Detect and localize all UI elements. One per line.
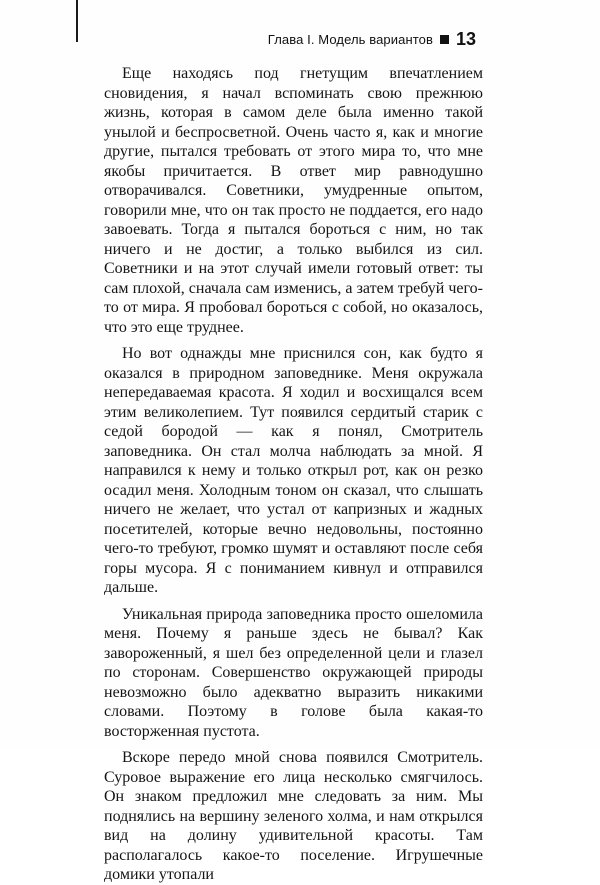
- paragraph: Но вот однажды мне приснился сон, как будто я оказался в природном заповеднике. Меня окружала непередаваемая красота. Я ходил и восхищался всем этим великолепием. Тут появился сердитый старик с седой бородой — как я понял, Смотритель заповедника. Он стал молча наблюдать за мной. Я направился к нему и только открыл рот, как он резко осадил меня. Холодным тоном он сказал, что слышать ничего не желает, что устал от капризных и жадных посетителей, которые вечно недовольны, постоянно чего-то требуют, громко шумят и оставляют после себя горы мусора. Я с пониманием кивнул и отправился дальше.: [104, 345, 483, 596]
- body-text: [104, 64, 483, 885]
- page-number: 13: [455, 29, 476, 49]
- paragraph: Еще находясь под гнетущим впечатлением сновидения, я начал вспоминать свою прежнюю жизнь, которая в самом деле была именно такой унылой и беспросветной. Очень часто я, как и многие другие, пытался требовать от этого мира то, что мне якобы причитается. В ответ мир равнодушно отворачивался. Советники, умудренные опытом, говорили мне, что он так просто не поддается, его надо завоевать. Тогда я пытался бороться с ним, но так ничего и не достиг, а только выбился из сил. Советники и на этот случай имели готовый ответ: ты сам плохой, сначала сам изменись, а затем требуй чего-то от мира. Я пробовал бороться с собой, но оказалось, что это еще труднее.: [104, 65, 483, 336]
- margin-rule: [76, 0, 78, 42]
- chapter-title: Глава I. Модель вариантов: [267, 31, 433, 47]
- paragraph: Вскоре передо мной снова появился Смотритель. Суровое выражение его лица несколько смягчилось. Он знаком предложил мне следовать за ним. Мы поднялись на вершину зеленого холма, и нам открылся вид на долину удивительной красоты. Там располагалось какое-то поселение. Игрушечные домики утопали: [104, 749, 483, 883]
- paragraph: Уникальная природа заповедника просто ошеломила меня. Почему я раньше здесь не бывал? Как завороженный, я шел без определенной цели и глазел по сторонам. Совершенство окружающей природы невозможно было адекватно выразить никакими словами. Поэтому в голове была какая-то восторженная пустота.: [104, 605, 483, 740]
- running-header: [268, 30, 476, 48]
- square-bullet-icon: [440, 35, 449, 44]
